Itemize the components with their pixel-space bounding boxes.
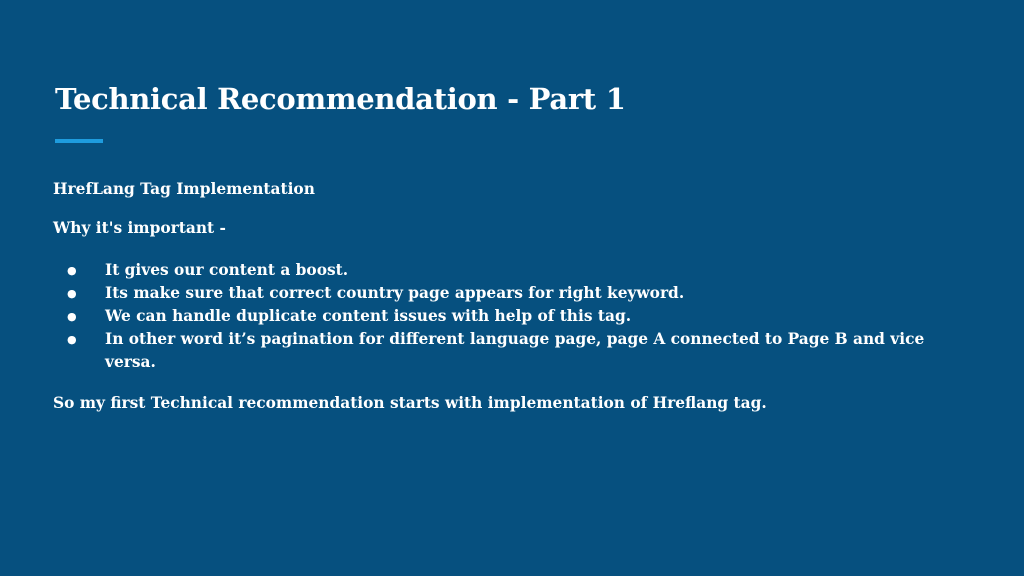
bullet-item <box>53 305 953 328</box>
why-label: Why it's important - <box>53 219 226 237</box>
bullet-item <box>53 282 953 305</box>
bullet-text: It gives our content a boost. <box>105 261 349 279</box>
bullet-item <box>53 328 953 374</box>
bullet-list <box>53 259 953 374</box>
bullet-text: In other word it’s pagination for different language page, page A connected to Page B and vice versa. <box>105 330 925 371</box>
bullet-text: Its make sure that correct country page appears for right keyword. <box>105 284 685 302</box>
conclusion-text: So my first Technical recommendation starts with implementation of Hreflang tag. <box>53 394 767 412</box>
title-accent-bar <box>55 139 103 143</box>
bullet-text: We can handle duplicate content issues with help of this tag. <box>105 307 632 325</box>
bullet-icon: ● <box>67 287 77 300</box>
bullet-icon: ● <box>67 310 77 323</box>
slide-body <box>53 178 953 414</box>
bullet-icon: ● <box>67 333 77 346</box>
subheading: HrefLang Tag Implementation <box>53 180 315 198</box>
bullet-icon: ● <box>67 264 77 277</box>
slide-title: Technical Recommendation - Part 1 <box>55 82 626 116</box>
bullet-item <box>53 259 953 282</box>
